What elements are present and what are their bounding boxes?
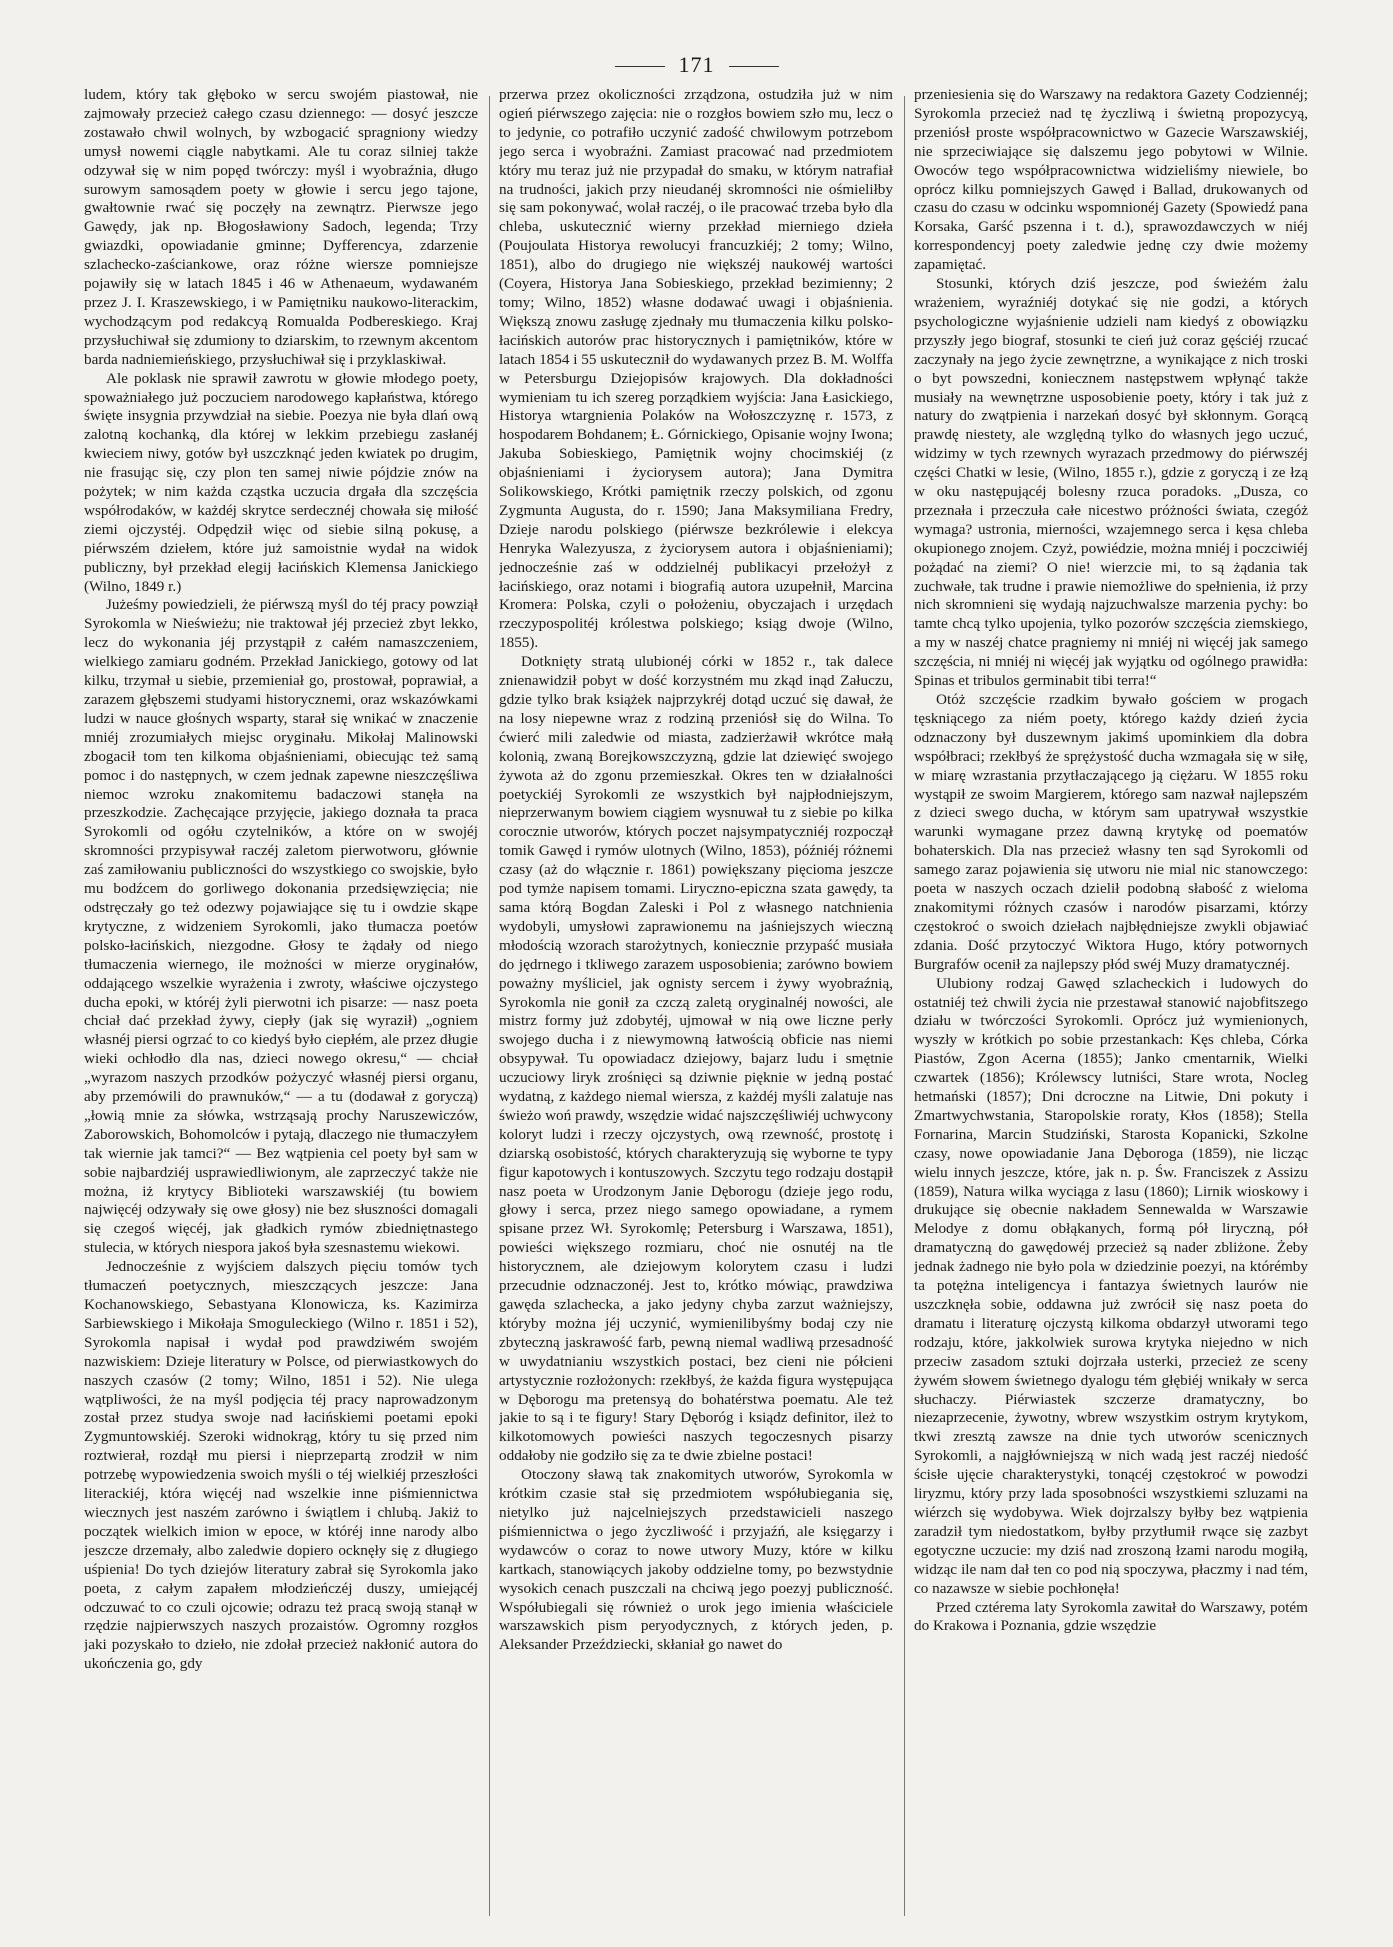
paragraph: Otóż szczęście rzadkim bywało gościem w progach tęskniącego za niém poety, którego każdy dzień życia odznaczony był duszewnym jakimś upominkiem dla dobra współbraci; rzekłbyś że sprężystość ducha wzmagała się w siłę, w miarę wzrastania przytłaczającego ją ciężaru. W 1855 roku wystąpił ze swoim Margierem, którego sam nazwał najlepszém z dzieci swego ducha, w którym sam upatrywał wszystkie warunki wymagane przez dawną krytykę od poematów bohaterskich. Dla nas przecież własny ten sąd Syrokomli od samego zaraz pojawienia się utworu nie mial nic stanowczego: poeta w naszych oczach dzielił podobną słabość z wieloma znakomitymi różnych czasów i narodów pisarzami, którzy częstokroć o swoich dziełach najbłędniejsze zwykli objawiać zdania. Dość przytoczyć Wiktora Hugo, który potwornych Burgrafów ocenił za najlepszy płód swéj Muzy dramatycznéj. bbox=[914, 691, 1308, 973]
paragraph: Stosunki, których dziś jeszcze, pod świeżém żalu wrażeniem, wyraźniéj dotykać się nie godzi, a których psychologiczne wyjaśnienie udzieli nam kiedyś z obowiązku przyszły jego biograf, stosunki te cień już coraz gęściéj rzucać zaczynały na jego życie zewnętrzne, a wynikające z nich troski o byt powszedni, koniecznem następstwem wpłynąć także musiały na wewnętrzne usposobienie poety, który i tak już z natury do zwątpienia i narzekań dosyć był skłonnym. Gorącą prawdę niestety, ale względną tylko do własnych jego uczuć, widzimy w tych rzewnych wyrazach przedmowy do piérwszéj części Chatki w lesie, (Wilno, 1855 r.), gdzie z goryczą i ze łzą w oku następującéj bolesny rzuca poradoks. „Dusza, co przeznała i przeczuła całe nicestwo próżności świata, czegóż wymaga? ustronia, mierności, wzajemnego serca i kęsa chleba okupionego znojem. Czyż, powiédzie, można mniéj i poczciwiéj pożądać na ziemi? O nie! wierzcie mi, to są żądania tak zuchwałe, tak trudne i prawie niemożliwe do spełnienia, iż przy nich skromnieni się wydają najzuchwalsze marzenia pychy: bo tamte chcą tylko upojenia, tylko pozorów szczęścia ziemskiego, a my w naszéj chatce pragniemy ni mniéj ni więcéj jak samego szczęścia, ni mniéj ni więcéj jak wyjątku od ogólnego prawidła: Spinas et tribulos germinabit tibi terra!“ bbox=[914, 275, 1308, 690]
header-rule-right bbox=[729, 66, 779, 67]
paragraph: Dotknięty stratą ulubionéj córki w 1852 r., tak dalece znienawidził pobyt w dość korzystném mu zkąd inąd Załuczu, gdzie tylko brak książek najprzykréj dotąd uczuć się dawał, że na losy niepewne wraz z rodziną przeniósł się do Wilna. To ćwierć mili zaledwie od miasta, zadzierżawił wkrótce małą kolonią, zwaną Borejkowszczyzną, gdzie lat dziewięć swojego żywota aż do zgonu przemieszkał. Okres ten w działalności poetyckiéj Syrokomli ze wszystkich był najpłodniejszym, nieprzerwanym bowiem ciągiem wysnuwał tu z siebie po kilka corocznie utworów, których poczet najsympatyczniéj rozpoczął tomik Gawęd i rymów ulotnych (Wilno, 1853), późniéj różnemi czasy (aż do włącznie r. 1861) powiększany pięcioma jeszcze pod tymże napisem tomami. Liryczno-epiczna szata gawędy, ta sama którą Bogdan Zaleski i Pol z własnego natchnienia wydobyli, umysłowi zaprawionemu na jaśniejszych wieczną młodością wzorach starożytnych, koniecznie przypaść musiała do jędrnego i tkliwego zarazem usposobienia; zarówno bowiem poważny myśliciel, jak ognisty sercem i żywy wyobraźnią, Syrokomla nie gonił za czczą zaletą oryginalnéj nowości, ale mistrz formy już zdobytéj, ujmował w nią owe liczne perły swojego ducha i z niewymowną łatwością obficie nas niemi obsypywał. Tu opowiadacz dziejowy, bajarz ludu i smętnie uczuciowy liryk zrośnięci są dziwnie pięknie w jedną postać wydatną, z każdego niemal wiersza, z każdéj myśli zalatuje nas świeżo woń prawdy, wszędzie widać najszczęśliwiéj uchwycony koloryt ludzi i rzeczy ojczystych, ową rzewność, prostotę i dziarską osobistość, których charakteryzują się wyborne te typy figur kapotowych i kontuszowych. Szczytu tego rodzaju dostąpił nasz poeta w Urodzonym Janie Dęborogu (dzieje jego rodu, głowy i serca, przez niego samego opowiadane, a rymem spisane przez Wł. Syrokomlę; Petersburg i Warszawa, 1851), powieści większego rozmiaru, choć nie osnutéj na tle historycznem, ale dziejowym kolorytem czasu i ludzi przecudnie odznaczonéj. Jest to, krótko mówiąc, prawdziwa gawęda szlachecka, a jako jedyny chyba zarzut ważniejszy, któryby można jéj uczynić, wymienilibyśmy bodaj czy nie zbyteczną jaskrawość farb, pewną niemal wadliwą przesadność w uwydatnianiu wszystkich postaci, bez cieni nie półcieni artystycznie rozłożonych: rzekłbyś, że każda figura występująca w Dęborogu ma pretensyą do bohatérstwa poematu. Ale też jakie to są i te figury! Stary Dęboróg i ksiądz definitor, ileż to kilkotomowych powieści naszych tegoczesnych pisarzy oddałoby nie godziło się za te dwie zbielne postaci! bbox=[499, 653, 893, 1465]
paragraph: Jednocześnie z wyjściem dalszych pięciu tomów tych tłumaczeń poetycznych, mieszczących jeszcze: Jana Kochanowskiego, Sebastyana Klonowicza, ks. Kazimirza Sarbiewskiego i Mikołaja Smoguleckiego (Wilno r. 1851 i 52), Syrokomla napisał i wydał pod prawdziwém swojém nazwiskiem: Dzieje literatury w Polsce, od pierwiastkowych do naszych czasów (2 tomy; Wilno, 1851 i 52). Nie ulega wątpliwości, że na myśl podjęcia téj pracy naprowadzonym został przez studya swoje nad łacińskiemi poetami epoki Zygmuntowskiéj. Szeroki widnokrąg, który tu się przed nim roztwierał, rozdął mu piersi i nieprzepartą zrodził w nim potrzebę wypowiedzenia swoich myśli o téj wielkiéj przeszłości literackiéj, która więcéj nad wszelkie inne piśmiennictwa wiecznych jest naszém zarówno i świątlem i chlubą. Jakiż to początek wielkich imion w epoce, w któréj inne narody albo jeszcze drzemały, albo zaledwie dopiero ocknęły się z długiego uśpienia! Do tych dziejów literatury zabrał się Syrokomla jako poeta, z całym zapałem młodzieńczéj duszy, umiejącéj odczuwać to co czuli ojcowie; odrazu też pracą swoją stanął w rzędzie najpierwszych naszych prozaistów. Ogromny rozgłos jaki pozyskało to dzieło, nie zdołał przecież nakłonić autora do ukończenia go, gdy bbox=[84, 1258, 478, 1673]
column-1 bbox=[84, 86, 478, 1916]
paragraph: Jużeśmy powiedzieli, że piérwszą myśl do téj pracy powziął Syrokomla w Nieświeżu; nie traktował jéj przecież zbyt lekko, lecz do wykonania jéj przystąpił z całém namaszczeniem, wielkiego zamiaru godném. Przekład Janickiego, gotowy od lat kilku, trzymał u siebie, przemieniał go, prostował, poprawiał, a zarazem głębszemi studyami historycznemi, oraz wskazówkami ludzi w nauce głośnych wsparty, starał się wnikać w znaczenie mniéj zrozumiałych miejsc oryginału. Mikołaj Malinowski zbogacił tom ten kilkoma objaśnieniami, obiecując też samą pomoc i do następnych, w czem jednak zapewne nieszczęśliwa niemoc wzroku znakomitemu badaczowi stanęła na przeszkodzie. Zachęcające przyjęcie, jakiego doznała ta praca Syrokomli od ogółu czytelników, a które on w swojéj skromności przypisywał raczéj zaletom pierwotworu, głównie zaś zamiłowaniu publiczności do wszystkiego co swojskie, było mu bodźcem do gorliwego dokonania przedsięwzięcia; nie odstręczały go też odezwy pojawiające się tu i owdzie skąpe krytyczne, z widzeniem Syrokomli, jako tłumacza poetów polsko-łacińskich, niezgodne. Głosy te żądały od niego tłumaczenia wiernego, ile możności w mierze oryginałów, oddającego wszelkie wyrażenia i zwroty, właściwe ojczystego ducha epoki, w któréj żyli pierwotni ich pisarze: — nasz poeta chciał dać przekład żywy, ciepły (jak się wyraził) „ogniem własnéj piersi ogrzać to co kiedyś było ciepłém, ale przez długie wieki ochłodło dla nas, dzieci nowego okresu,“ — chciał „wyrazom naszych przodków pożyczyć własnéj piersi organu, aby przemówili do prawnuków,“ — a tu (dodawał z goryczą) „łowią mnie za słówka, wstrząsają prochy Naruszewiczów, Zaborowskich, Bohomolców i pytają, dlaczego nie tłumaczyłem tak wiernie jak tamci?“ — Bez wątpienia cel poety był sam w sobie najbardziéj usprawiedliwionym, ale zaprzeczyć także nie można, iż krytycy Biblioteki warszawskiéj (tu bowiem najwięcéj odzywały się owe głosy) nie bez słuszności domagali się czegoś więcéj, jak gładkich rymów zbiedniętnastego stulecia, w których niespora jakoś była szesnastemu wiekowi. bbox=[84, 596, 478, 1257]
paragraph: Otoczony sławą tak znakomitych utworów, Syrokomla w krótkim czasie stał się przedmiotem współubiegania się, nietylko już najcelniejszych przedstawicieli naszego piśmiennictwa o jego życzliwość i przyjaźń, ale księgarzy i wydawców o coraz to nowe utwory Muzy, które w kilku kartkach, stanowiących jakoby oddzielne tomy, po bezwstydnie wysokich cenach puszczali na chciwą jego poezyj publiczność. Współubiegali się również o urok jego imienia właściciele warszawskich pism peryodycznych, z których jeden, p. Aleksander Przeździecki, skłaniał go nawet do bbox=[499, 1466, 893, 1654]
header-rule-left bbox=[615, 66, 665, 67]
page-header bbox=[0, 52, 1393, 78]
paragraph: Ulubiony rodzaj Gawęd szlacheckich i ludowych do ostatniéj też chwili życia nie przestawał stanowić najobfitszego działu w twórczości Syrokomli. Oprócz już wymienionych, wyszły w krótkich po sobie przestankach: Kęs chleba, Córka Piastów, Zgon Acerna (1855); Janko cmentarnik, Wielki czwartek (1856); Królewscy lutniści, Stare wrota, Nocleg hetmański (1857); Dni dcroczne na Litwie, Dni pokuty i Zmartwychwstania, Staropolskie roraty, Kłos (1858); Stella Fornarina, Marcin Studziński, Starosta Kopanicki, Szkolne czasy, nowe opowiadanie Jana Dęboroga (1859), nie licząc wielu innych jeszcze, które, jak n. p. Św. Franciszek z Assizu (1859), Natura wilka wyciąga z lasu (1860); Lirnik wioskowy i drukujące się obecnie nakładem Sennewalda w Warszawie Melodye z domu obłąkanych, formą pół liryczną, pół dramatyczną do gawędowéj przecież są nader zbliżone. Żeby jednak żadnego nie było pola w dziedzinie poezyi, na którémby ta potężna inteligencya i fantazya świetnych laurów nie uszczknęła sobie, oddawna już zwrócił się nasz poeta do dramatu i literaturę ojczystą kilkoma obdarzył utworami tego rodzaju, które, jakkolwiek surowa krytyka niejedno w nich przeciw zasadom sztuki dojrzała usterki, przecież ze sceny żywém słowem świetnego dyalogu tém głębiéj wnikały w serca słuchaczy. Piérwiastek szczerze dramatyczny, bo niezaprzecenie, żywotny, wbrew wszystkim ostrym krytykom, tkwi zresztą zawsze na dnie tych utworów scenicznych Syrokomli, a najgłówniejszą w nich wadą jest raczéj niedość ścisłe ujęcie charakterystyki, tonącéj częstokroć w powodzi liryzmu, który przy lada sposobności wszystkiemi szluzami na wiérzch się wydobywa. Wiek dojrzalszy byłby bez wątpienia zaradził tym niedostatkom, byłby przytłumił rwące się zazbyt egotyczne uczucie: my dziś nad zroszoną łzami narodu mogiłą, widząc ile nam dał ten co pod nią spoczywa, płaczmy i nad tém, co nazawsze w siebie pochłonęła! bbox=[914, 974, 1308, 1597]
paragraph: Ale poklask nie sprawił zawrotu w głowie młodego poety, spoważniałego już poczuciem narodowego kapłaństwa, którego święte insygnia przywdział na siebie. Poezya nie była dlań ową zalotną kochanką, dla której w lekkim przebiegu zasłanéj kwieciem niwy, gotów był uszczknąć jeden kwiatek po drugim, nie frasując się, czy plon ten samej niwie pójdzie znów na pożytek; w nim każda cząstka uczucia drgała dla szczęścia współrodaków, w każdéj skrytce serdecznéj chowała się miłość ziemi ojczystéj. Odpędził więc od siebie silną pokusę, a piérwszém dziełem, które już samoistnie wydał na widok publiczny, był przekład elegij łacińskich Klemensa Janickiego (Wilno, 1849 r.) bbox=[84, 369, 478, 595]
page-number: 171 bbox=[678, 52, 715, 77]
column-3 bbox=[914, 86, 1308, 1916]
paragraph: Przed cztérema laty Syrokomla zawitał do Warszawy, potém do Krakowa i Poznania, gdzie wszędzie bbox=[914, 1598, 1308, 1635]
paragraph: ludem, który tak głęboko w sercu swojém piastował, nie zajmowały przecież całego czasu dziennego: — dosyć jeszcze zostawało chwil wolnych, by wzbogacić spragniony wiedzy umysł nowemi ciągle nabytkami. Ale tu coraz silniej także odzywał się w nim popęd twórczy: myśl i wyobraźnia, długo surowym samosądem poety w głowie i sercu jego tajone, gwałtownie rwać się poczęły na zewnątrz. Pierwsze jego Gawędy, jak np. Błogosławiony Sadoch, legenda; Trzy gwiazdki, opowiadanie gminne; Dyfferencya, zdarzenie szlachecko-zaściankowe, oraz różne wiersze pomniejsze pojawiły się w latach 1845 i 46 w Athenaeum, wydawaném przez J. I. Kraszewskiego, i w Pamiętniku naukowo-literackim, wychodzącym pod redakcyą Romualda Podbereskiego. Kraj przysłuchiwał się zdumiony to dziarskim, to rzewnym akcentom barda nadniemieńskiego, przysłuchiwał się i przyklaskiwał. bbox=[84, 86, 478, 368]
column-2 bbox=[499, 86, 893, 1916]
text-columns bbox=[84, 86, 1308, 1916]
paragraph: przeniesienia się do Warszawy na redaktora Gazety Codziennéj; Syrokomla przecież nad tę życzliwą i świetną propozycyą, przeniósł proste współpracownictwo w Gazecie Warszawskiéj, nie sprzeciwiające się dalszemu jego pobytowi w Wilnie. Owoców tego współpracownictwa widzieliśmy niewiele, bo oprócz kilku pomniejszych Gawęd i Ballad, drukowanych od czasu do czasu w odcinku wspomnionéj Gazety (Spowiedź pana Korsaka, Garść pszenna i t. d.), sprawozdawczych w niéj korrespondencyj poety zaledwie jednę czy dwie możemy zapamiętać. bbox=[914, 86, 1308, 274]
paragraph: przerwa przez okoliczności zrządzona, ostudziła już w nim ogień piérwszego zajęcia: nie o rozgłos bowiem szło mu, lecz o to jedynie, co potrafiło uczynić zadość chwilowym potrzebom jego serca i wyobraźni. Zamiast pracować nad przedmiotem który mu teraz już nie przypadał do smaku, w którym natrafiał na trudności, jakich przy nieudanéj skromności nie ośmieliłby się sam pokonywać, wolał raczéj, o ile pracować trzeba było dla chleba, uskutecznić wierny przekład mierniego dzieła (Poujoulata Historya rewolucyi francuzkiéj; 2 tomy; Wilno, 1851), albo do drugiego nie większéj naukowéj wartości (Coyera, Historya Jana Sobieskiego, przekład bezimienny; 2 tomy; Wilno, 1852) własne dodawać uwagi i objaśnienia. Większą znowu zasługę zjednały mu tłumaczenia kilku polsko-łacińskich autorów prac historycznych i pamiętników, które w latach 1854 i 55 uskutecznił do wydawanych przez B. M. Wolffa w Petersburgu Dziejopisów krajowych. Dla dokładności wymieniam tu ich szereg porządkiem wyjścia: Jana Łasickiego, Historya wtargnienia Polaków na Wołoszczyznę r. 1573, z hospodarem Bohdanem; Ł. Górnickiego, Opisanie wojny Iwona; Jakuba Sobieskiego, Pamiętnik wojny chocimskiéj (z objaśnieniami i życiorysem autora); Jana Dymitra Solikowskiego, Krótki pamiętnik rzeczy polskich, od zgonu Zygmunta Augusta, do r. 1590; Jana Maksymiliana Fredry, Dzieje narodu polskiego (piérwsze bezkrólewie i elekcya Henryka Walezyusza, z życiorysem autora i objaśnieniami); jednocześnie zaś w oddzielnéj publikacyi przełożył z łacińskiego, oraz notami i biografią autora uzupełnił, Marcina Kromera: Polska, czyli o położeniu, obyczajach i urzędach rzeczypospolitéj królestwa polskiego; ksiąg dwoje (Wilno, 1855). bbox=[499, 86, 893, 652]
